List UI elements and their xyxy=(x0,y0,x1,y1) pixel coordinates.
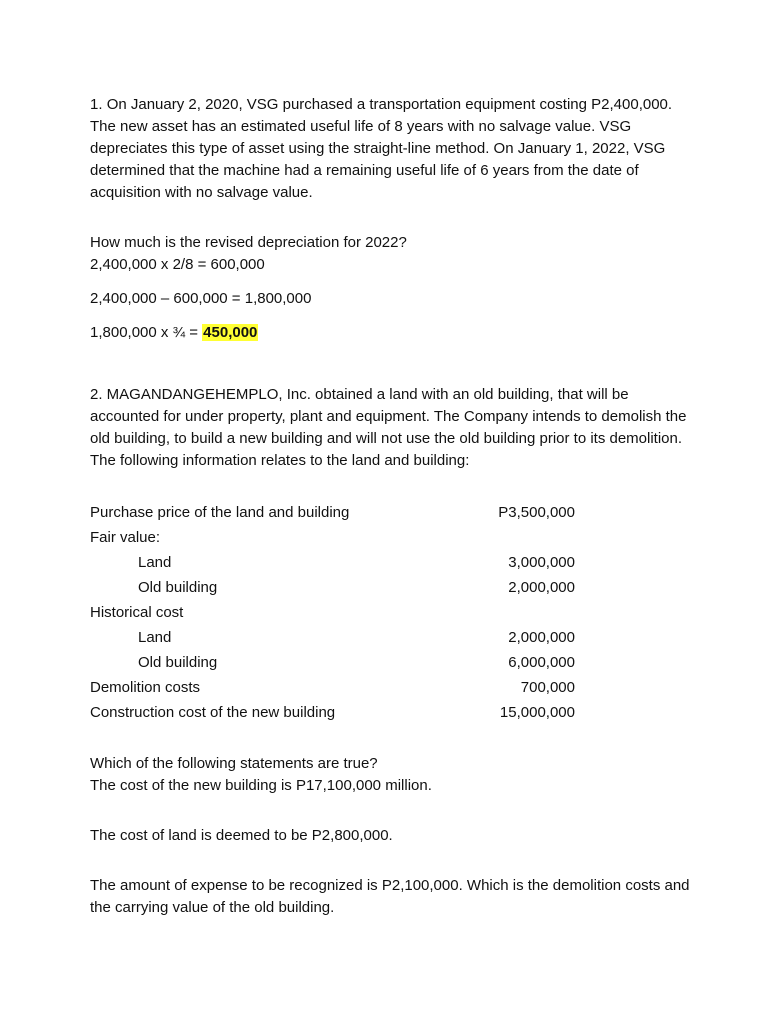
table-row xyxy=(90,550,690,575)
row-label: Fair value: xyxy=(90,529,161,546)
cost-table xyxy=(90,500,690,725)
row-label: Construction cost of the new building xyxy=(90,704,336,721)
row-label: Land xyxy=(138,629,172,646)
row-label: Land xyxy=(138,554,172,571)
calculation-line-1: 2,400,000 x 2/8 = 600,000 xyxy=(90,256,265,273)
question-1-body: On January 2, 2020, VSG purchased a transportation equipment costing P2,400,000. The new asset has an estimated useful life of 8 years with no salvage value. VSG depreciates this type of asset using the straight-line method. On January 1, 2022, VSG determined that the machine had a remaining useful life of 6 years from the date of acquisition with no salvage value. xyxy=(90,96,673,201)
row-value: 700,000 xyxy=(520,679,575,696)
table-row xyxy=(90,675,690,700)
statement-3: The amount of expense to be recognized is P2,100,000. Which is the demolition costs and the carrying value of the old building. xyxy=(90,877,690,916)
row-label: Old building xyxy=(138,579,218,596)
table-row xyxy=(90,650,690,675)
table-row xyxy=(90,525,690,550)
calculation-line-3 xyxy=(90,322,690,344)
statement-1: The cost of the new building is P17,100,000 million. xyxy=(90,777,432,794)
row-value: 2,000,000 xyxy=(508,579,575,596)
row-label: Purchase price of the land and building xyxy=(90,504,350,521)
row-label: Old building xyxy=(138,654,218,671)
statement-2: The cost of land is deemed to be P2,800,000. xyxy=(90,827,393,844)
table-row xyxy=(90,575,690,600)
row-value: 3,000,000 xyxy=(508,554,575,571)
row-value: P3,500,000 xyxy=(498,504,575,521)
row-value xyxy=(490,600,575,625)
question-1-prompt: How much is the revised depreciation for 2022? xyxy=(90,234,407,251)
table-row xyxy=(90,700,690,725)
question-1-number: 1. xyxy=(90,96,103,113)
table-row xyxy=(90,625,690,650)
row-label: Historical cost xyxy=(90,604,184,621)
row-label: Demolition costs xyxy=(90,679,201,696)
question-2-prompt: Which of the following statements are true? xyxy=(90,755,378,772)
document-page xyxy=(90,94,690,919)
highlighted-answer: 450,000 xyxy=(203,324,258,341)
row-value xyxy=(490,525,575,550)
calculation-line-2: 2,400,000 – 600,000 = 1,800,000 xyxy=(90,290,312,307)
calculation-line-3-expression: 1,800,000 x ¾ = xyxy=(90,324,203,341)
table-row xyxy=(90,500,690,525)
row-value: 2,000,000 xyxy=(508,629,575,646)
row-value: 15,000,000 xyxy=(499,704,575,721)
row-value: 6,000,000 xyxy=(508,654,575,671)
table-row xyxy=(90,600,690,625)
question-1-text xyxy=(90,94,690,204)
question-2-intro: 2. MAGANDANGEHEMPLO, Inc. obtained a land with an old building, that will be accounted for under property, plant and equipment. The Company intends to demolish the old building, to build a new building and will not use the old building prior to its demolition. The following information relates to the land and building: xyxy=(90,386,687,469)
